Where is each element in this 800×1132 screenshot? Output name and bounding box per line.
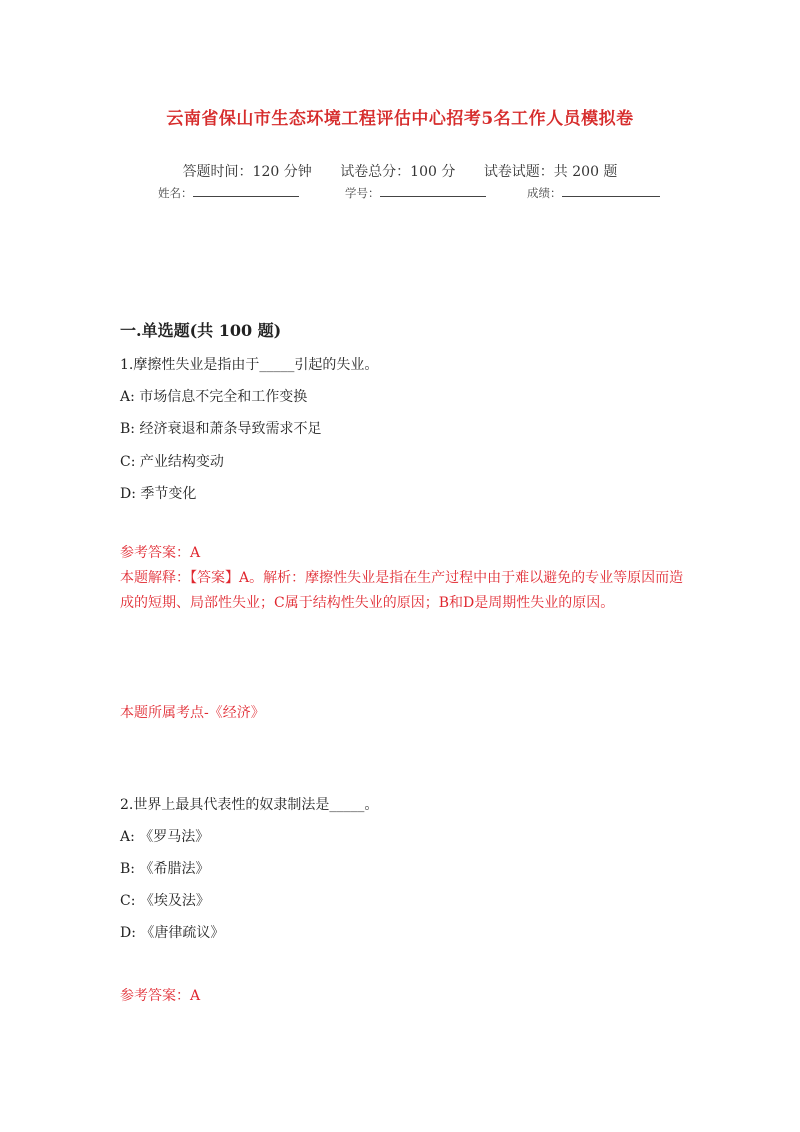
question-2-option-c[interactable]: C: 《埃及法》 (120, 893, 210, 909)
question-1-option-d[interactable]: D: 季节变化 (120, 486, 197, 502)
name-label: 姓名： (158, 186, 193, 200)
question-2-option-d[interactable]: D: 《唐律疏议》 (120, 925, 225, 941)
exam-title: 云南省保山市生态环境工程评估中心招考5名工作人员模拟卷 (166, 109, 634, 129)
exam-meta (0, 161, 800, 181)
question-2-stem: 2.世界上最具代表性的奴隶制法是_____。 (120, 797, 379, 813)
exam-question-count: 试卷试题：共 200 题 (483, 164, 618, 180)
exam-total-score: 试卷总分：100 分 (340, 164, 456, 180)
student-id-field[interactable] (345, 185, 486, 201)
question-2-answer: 参考答案：A (120, 988, 201, 1004)
question-1-option-c[interactable]: C: 产业结构变动 (120, 454, 224, 470)
name-blank[interactable] (193, 185, 299, 197)
question-2-option-a[interactable]: A: 《罗马法》 (120, 829, 210, 845)
name-field[interactable] (158, 185, 299, 201)
question-1-answer: 参考答案：A (120, 545, 201, 561)
grade-field[interactable] (527, 185, 660, 201)
grade-blank[interactable] (562, 185, 660, 197)
exam-time: 答题时间：120 分钟 (182, 164, 312, 180)
question-1-option-a[interactable]: A: 市场信息不完全和工作变换 (120, 389, 308, 405)
question-1-option-b[interactable]: B: 经济衰退和萧条导致需求不足 (120, 421, 322, 437)
grade-label: 成绩： (527, 186, 562, 200)
section-heading: 一.单选题(共 100 题) (120, 321, 282, 340)
question-1-stem: 1.摩擦性失业是指由于_____引起的失业。 (120, 357, 379, 373)
question-2-option-b[interactable]: B: 《希腊法》 (120, 861, 210, 877)
question-1-explanation: 本题解释：【答案】A。解析：摩擦性失业是指在生产过程中由于难以避免的专业等原因而造成的短期、局部性失业；C属于结构性失业的原因；B和D是周期性失业的原因。 (120, 570, 684, 611)
student-id-label: 学号： (345, 186, 380, 200)
question-1-point: 本题所属考点-《经济》 (120, 705, 265, 721)
student-id-blank[interactable] (380, 185, 486, 197)
